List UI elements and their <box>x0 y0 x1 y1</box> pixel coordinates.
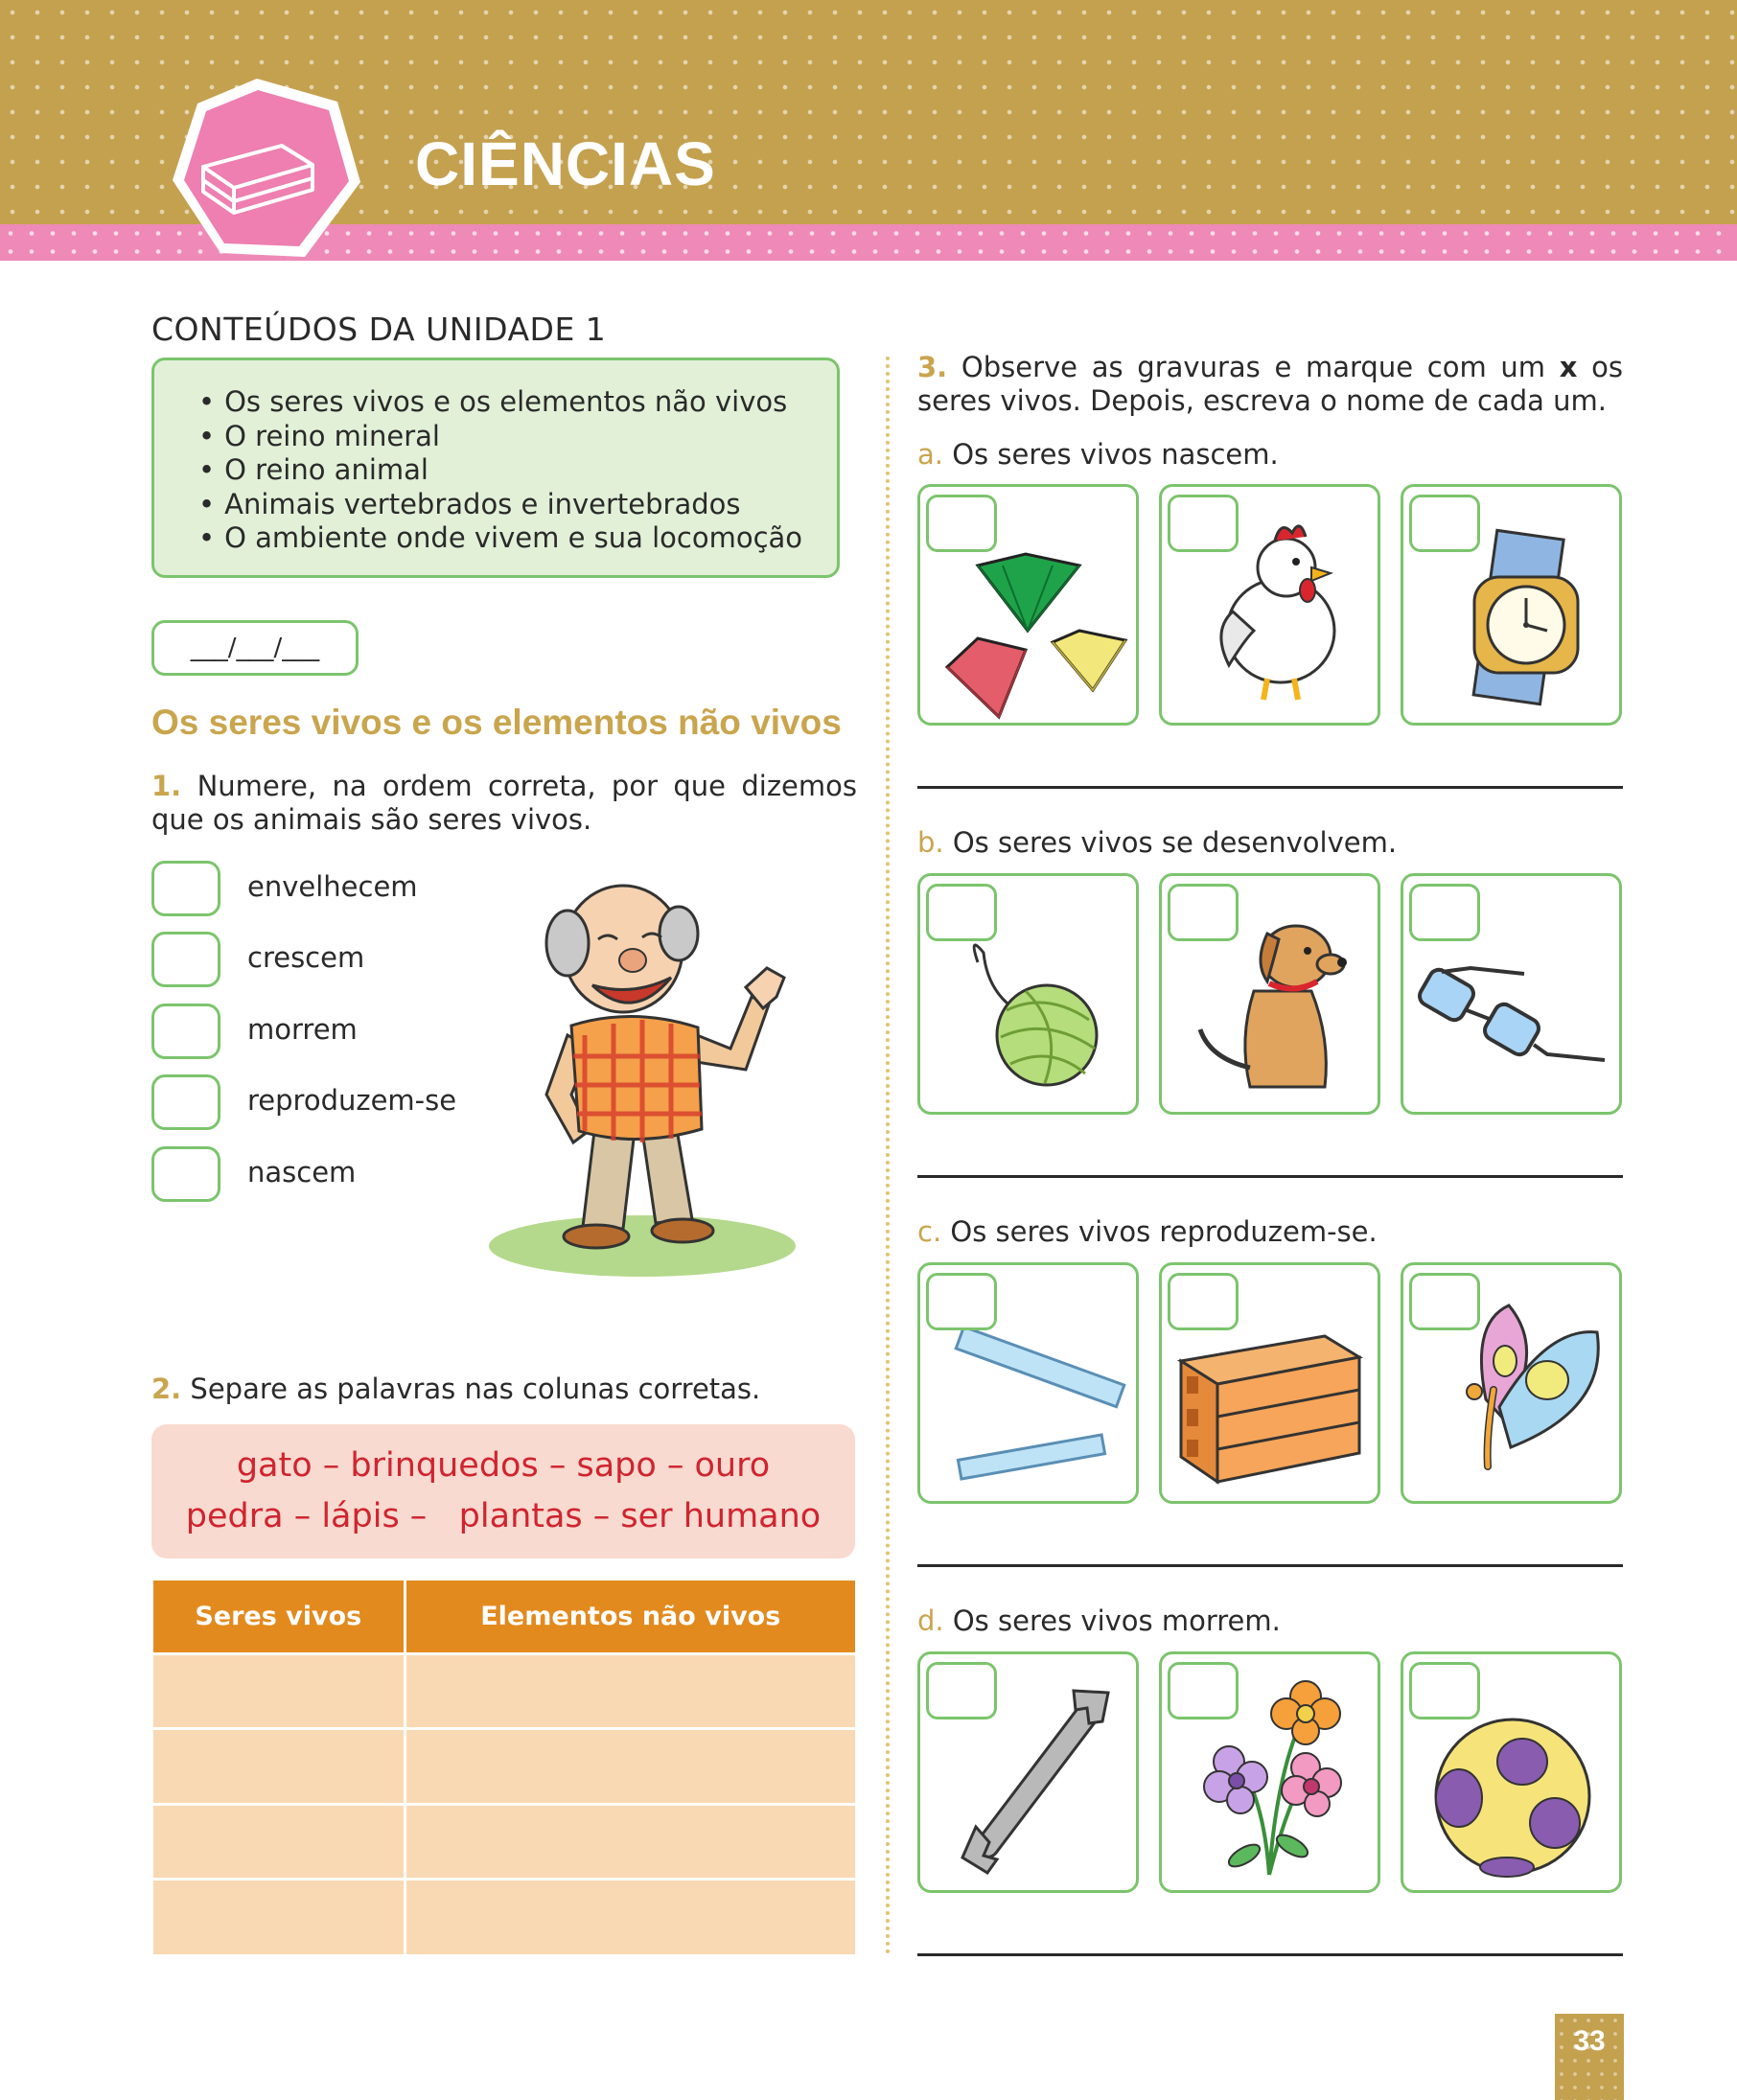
table-cell[interactable] <box>405 1653 855 1728</box>
picture-card <box>1401 1651 1622 1893</box>
page-number: 33 <box>1555 2014 1624 2100</box>
picture-card <box>1401 1262 1622 1504</box>
topic-item: • O ambiente onde vivem e sua locomoção <box>198 521 837 556</box>
answer-line[interactable] <box>917 1175 1623 1178</box>
answer-line[interactable] <box>917 1564 1623 1567</box>
topic-item: • Os seres vivos e os elementos não vivos <box>198 385 837 420</box>
mark-symbol: x <box>1559 351 1578 383</box>
table-cell[interactable] <box>153 1804 405 1879</box>
item-text: Os seres vivos reproduzem-se. <box>950 1215 1378 1248</box>
question-text: Observe as gravuras e marque com um <box>961 351 1560 383</box>
option-label: crescem <box>247 941 365 974</box>
word-bank-line: gato – brinquedos – sapo – ouro <box>236 1446 771 1485</box>
question-text: Separe as palavras nas colunas corretas. <box>190 1373 761 1405</box>
item-letter: d. <box>917 1604 944 1637</box>
section-title: Os seres vivos e os elementos não vivos <box>151 703 842 742</box>
mark-box[interactable] <box>1168 495 1239 552</box>
number-box-crescem[interactable] <box>151 932 220 987</box>
table-cell[interactable] <box>153 1880 405 1954</box>
question-1 <box>151 770 857 837</box>
number-box-nascem[interactable] <box>151 1146 220 1202</box>
picture-card <box>1159 873 1380 1115</box>
mark-box[interactable] <box>926 1662 997 1719</box>
word-bank-line: pedra – lápis – plantas – ser humano <box>185 1497 822 1535</box>
item-c-label <box>917 1215 1378 1248</box>
item-text: Os seres vivos morrem. <box>952 1604 1281 1637</box>
column-divider <box>886 357 890 1955</box>
unit-title: CONTEÚDOS DA UNIDADE 1 <box>151 311 607 348</box>
table-cell[interactable] <box>405 1804 855 1879</box>
item-b-label <box>917 826 1397 859</box>
item-d-label <box>917 1604 1281 1637</box>
picture-card <box>917 873 1139 1115</box>
picture-card <box>1401 484 1622 726</box>
column-header-nonliving: Elementos não vivos <box>405 1581 855 1653</box>
old-man-illustration <box>479 843 824 1284</box>
answer-line[interactable] <box>917 1953 1623 1956</box>
sorting-table <box>153 1581 855 1954</box>
question-text: Numere, na ordem correta, por que dizemos que os animais são seres vivos. <box>151 770 857 836</box>
mark-box[interactable] <box>1409 495 1480 552</box>
question-2 <box>151 1373 760 1406</box>
mark-box[interactable] <box>1168 1662 1239 1719</box>
mark-box[interactable] <box>1409 1273 1480 1330</box>
number-box-envelhecem[interactable] <box>151 861 220 916</box>
question-number: 2. <box>151 1373 182 1405</box>
subject-title: CIÊNCIAS <box>415 129 716 198</box>
picture-card <box>917 1262 1139 1504</box>
picture-card <box>917 1651 1139 1893</box>
answer-line[interactable] <box>917 786 1623 789</box>
date-field[interactable]: ___/___/___ <box>151 620 359 676</box>
question-3 <box>917 351 1623 418</box>
table-cell[interactable] <box>153 1653 405 1728</box>
topic-item: • O reino mineral <box>198 420 837 454</box>
unit-contents-box <box>151 358 840 578</box>
unit-topics-list <box>198 385 837 556</box>
picture-card <box>1159 484 1380 726</box>
item-letter: c. <box>917 1215 942 1248</box>
item-a-label <box>917 438 1279 471</box>
option-label: reproduzem-se <box>247 1084 457 1117</box>
mark-box[interactable] <box>926 1273 997 1330</box>
question-text: os seres vivos. Depois, escreva o nome de cada um. <box>917 351 1624 417</box>
item-text: Os seres vivos nascem. <box>952 438 1279 471</box>
table-cell[interactable] <box>405 1880 855 1954</box>
picture-card <box>917 484 1139 726</box>
item-letter: b. <box>917 826 944 859</box>
number-box-reproduzem-se[interactable] <box>151 1074 220 1130</box>
picture-card <box>1159 1262 1380 1504</box>
mark-box[interactable] <box>1409 1662 1480 1719</box>
mark-box[interactable] <box>926 495 997 552</box>
word-bank <box>151 1424 855 1558</box>
question-number: 3. <box>917 351 948 383</box>
mark-box[interactable] <box>926 884 997 941</box>
mark-box[interactable] <box>1168 1273 1239 1330</box>
mark-box[interactable] <box>1409 884 1480 941</box>
topic-item: • Animais vertebrados e invertebrados <box>198 488 837 522</box>
mark-box[interactable] <box>1168 884 1239 941</box>
picture-card <box>1401 873 1622 1115</box>
option-label: envelhecem <box>247 870 418 903</box>
page-header <box>0 0 1737 261</box>
picture-card <box>1159 1651 1380 1893</box>
item-letter: a. <box>917 438 943 471</box>
book-stack-icon <box>169 75 364 266</box>
column-header-living: Seres vivos <box>153 1581 405 1653</box>
table-cell[interactable] <box>405 1729 855 1804</box>
question-number: 1. <box>151 770 182 802</box>
option-label: morrem <box>247 1013 358 1046</box>
item-text: Os seres vivos se desenvolvem. <box>952 826 1398 859</box>
topic-item: • O reino animal <box>198 453 837 488</box>
number-box-morrem[interactable] <box>151 1004 220 1059</box>
option-label: nascem <box>247 1156 357 1188</box>
table-cell[interactable] <box>153 1729 405 1804</box>
